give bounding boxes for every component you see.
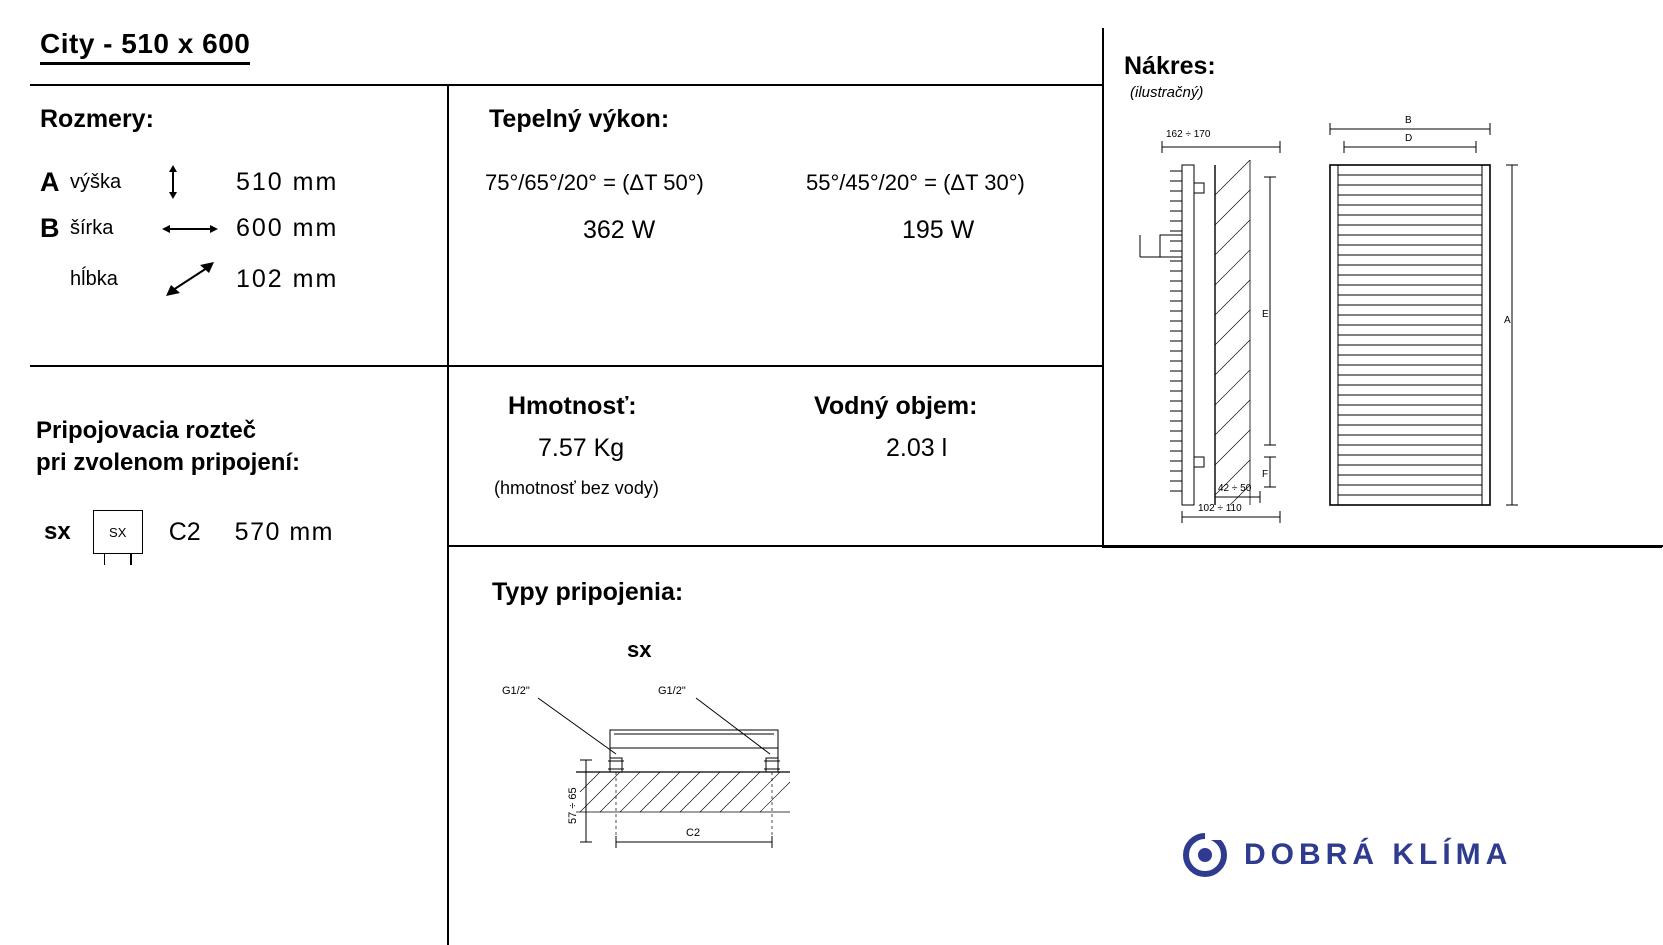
svg-text:A: A xyxy=(1504,315,1511,326)
dimension-row-a xyxy=(40,165,338,199)
svg-text:E: E xyxy=(1262,309,1269,320)
page-title: City - 510 x 600 xyxy=(40,28,250,65)
weight-value: 7.57 Kg xyxy=(538,434,625,462)
svg-text:162 ÷ 170: 162 ÷ 170 xyxy=(1166,129,1211,140)
drawing-subtitle: (ilustračný) xyxy=(1130,84,1204,101)
connection-code: C2 xyxy=(168,517,201,546)
dimension-label: šírka xyxy=(70,217,114,239)
svg-text:G1/2": G1/2" xyxy=(502,685,530,697)
connection-spacing-line1: Pripojovacia rozteč xyxy=(36,417,257,444)
dimension-label: výška xyxy=(70,170,122,193)
dimension-label: hĺbka xyxy=(70,267,118,290)
diagonal-arrow-icon xyxy=(162,260,218,298)
divider-mid xyxy=(30,365,1102,367)
connection-spacing-line2: pri zvolenom pripojení: xyxy=(36,449,301,477)
dimension-row-b xyxy=(40,213,338,244)
logo-mark-icon xyxy=(1180,830,1230,880)
svg-text:G1/2": G1/2" xyxy=(658,685,686,697)
tepelny-vykon-heading: Tepelný výkon: xyxy=(489,105,670,133)
dimension-letter: A xyxy=(40,166,60,197)
logo-text: DOBRÁ KLÍMA xyxy=(1244,838,1513,871)
connection-type-label: sx xyxy=(44,518,71,545)
heat-output-1: 362 W xyxy=(583,216,656,244)
weight-note: (hmotnosť bez vody) xyxy=(494,478,659,498)
svg-text:57 ÷ 65: 57 ÷ 65 xyxy=(567,787,579,824)
connection-spacing-heading xyxy=(36,415,300,480)
svg-text:F: F xyxy=(1262,469,1269,480)
dimension-row-depth xyxy=(40,260,338,298)
water-volume-heading: Vodný objem: xyxy=(814,392,978,420)
connection-type-sx-label: sx xyxy=(627,637,652,662)
connection-types-heading: Typy pripojenia: xyxy=(492,578,684,606)
brand-logo xyxy=(1180,830,1512,880)
horizontal-arrow-icon xyxy=(162,219,218,239)
drawing-heading: Nákres: xyxy=(1124,52,1216,80)
vertical-arrow-icon xyxy=(162,165,218,199)
svg-text:42 ÷ 50: 42 ÷ 50 xyxy=(1218,483,1252,494)
rozmery-heading: Rozmery: xyxy=(40,105,154,133)
connection-spacing-row xyxy=(44,510,334,554)
connection-value: 570 mm xyxy=(234,517,334,546)
radiator-technical-drawing xyxy=(1120,105,1650,535)
svg-text:C2: C2 xyxy=(686,827,701,839)
connection-symbol-label: SX xyxy=(109,524,127,540)
svg-text:102 ÷ 110: 102 ÷ 110 xyxy=(1198,503,1242,514)
divider-vertical xyxy=(447,84,449,945)
connection-sx-drawing xyxy=(480,672,900,872)
heat-condition-1: 75°/65°/20° = (ΔT 50°) xyxy=(485,170,704,195)
dimension-value: 102 mm xyxy=(236,264,339,293)
dimension-value: 510 mm xyxy=(236,167,339,196)
heat-condition-2: 55°/45°/20° = (ΔT 30°) xyxy=(806,170,1025,195)
connection-symbol-icon xyxy=(93,510,143,554)
svg-text:D: D xyxy=(1405,133,1413,144)
svg-text:B: B xyxy=(1405,115,1412,126)
water-volume-value: 2.03 l xyxy=(886,434,948,462)
weight-heading: Hmotnosť: xyxy=(508,392,637,420)
dimension-value: 600 mm xyxy=(236,214,339,242)
divider-top xyxy=(30,84,1102,86)
heat-output-2: 195 W xyxy=(902,216,975,244)
dimension-letter: B xyxy=(40,213,60,243)
